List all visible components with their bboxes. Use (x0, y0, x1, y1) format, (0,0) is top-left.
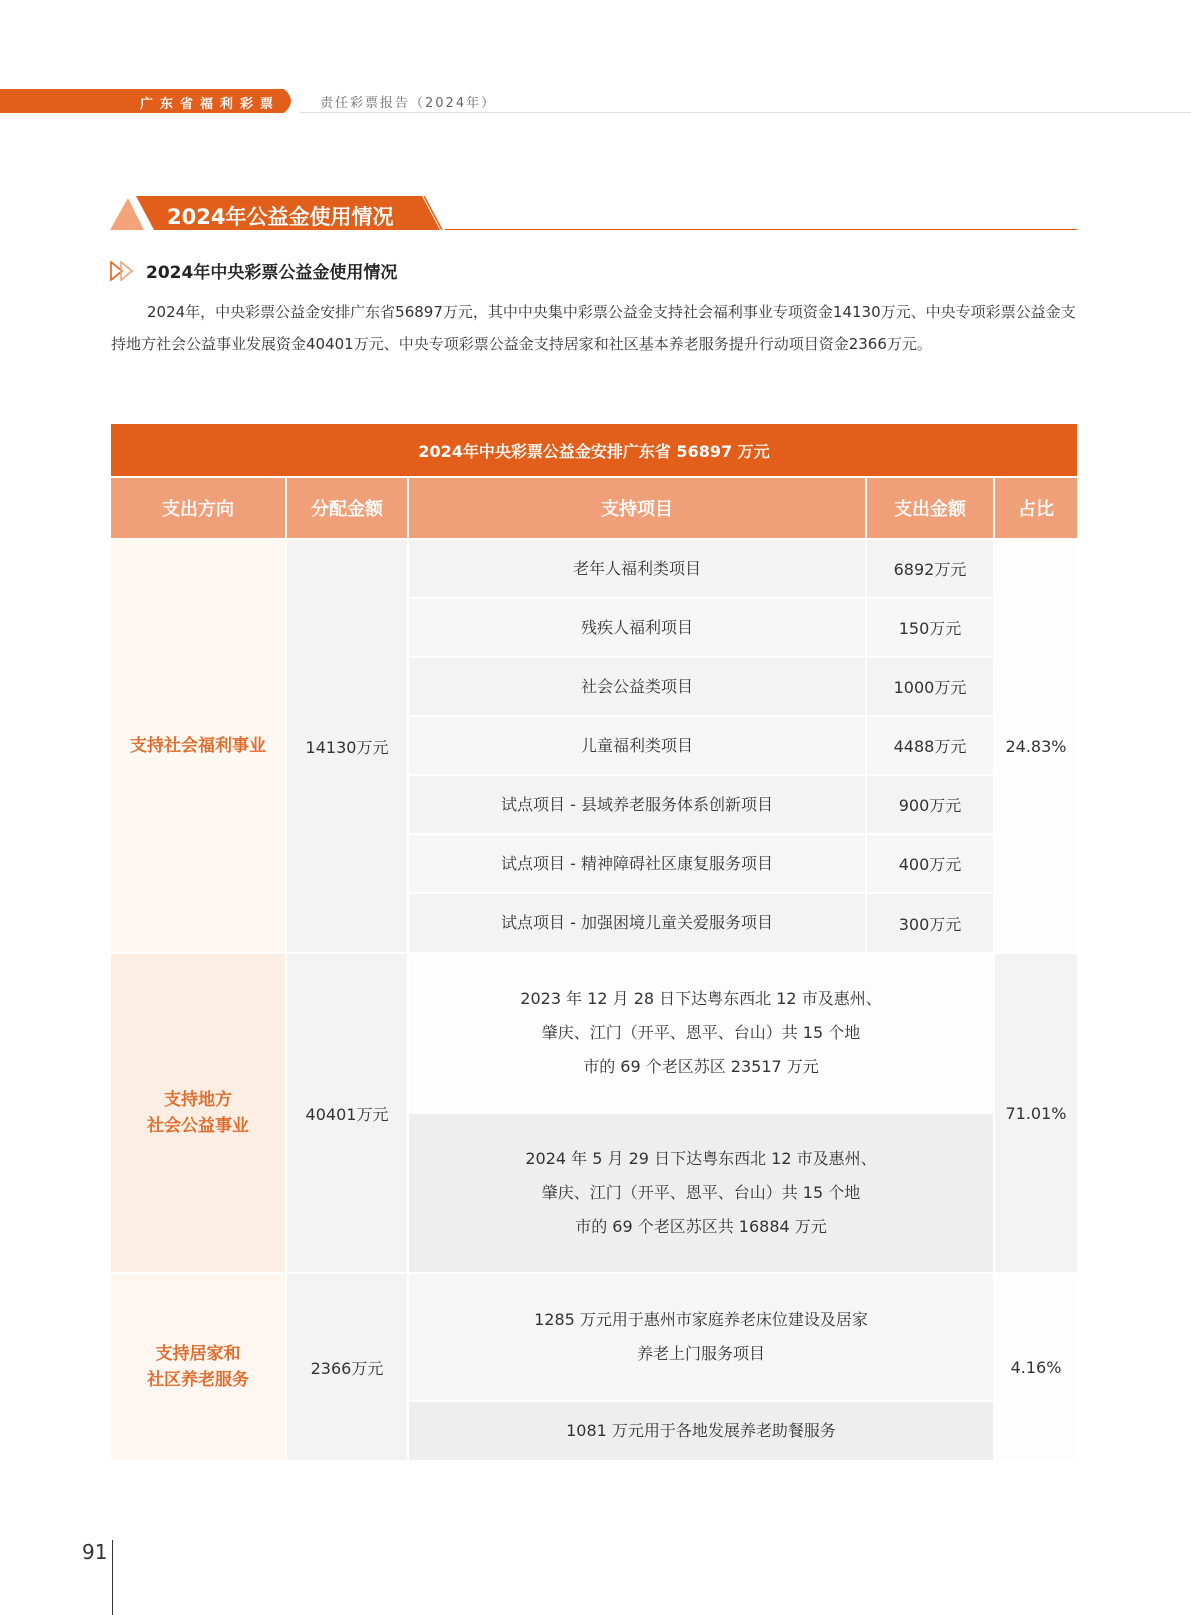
ratio-home-community-elderly: 4.16% (995, 1274, 1077, 1460)
direction-social-welfare: 支持社会福利事业 (111, 540, 285, 952)
project-line: 肇庆、江门（开平、恩平、台山）共 15 个地 (541, 1023, 861, 1042)
project-line: 市的 69 个老区苏区 23517 万元 (583, 1057, 819, 1076)
project-cell: 试点项目 - 县域养老服务体系创新项目 (409, 776, 865, 833)
project-line: 市的 69 个老区苏区共 16884 万元 (575, 1217, 827, 1236)
spend-cell: 1000万元 (867, 658, 993, 715)
page-number: 91 (82, 1540, 108, 1564)
subsection-title: 2024年中央彩票公益金使用情况 (146, 263, 398, 283)
direction-line: 社区养老服务 (147, 1370, 249, 1390)
header-project: 支持项目 (409, 478, 865, 538)
spend-cell: 300万元 (867, 894, 993, 952)
allocation-table (111, 424, 1077, 1460)
header-report-title: 责任彩票报告（2024年） (320, 96, 497, 111)
project-cell (409, 1114, 993, 1272)
project-cell: 试点项目 - 精神障碍社区康复服务项目 (409, 835, 865, 892)
project-cell: 1081 万元用于各地发展养老助餐服务 (409, 1402, 993, 1460)
direction-home-community-elderly (111, 1274, 285, 1460)
project-line: 1285 万元用于惠州市家庭养老床位建设及居家 (534, 1310, 868, 1329)
project-cell (409, 1274, 993, 1400)
header-spend: 支出金额 (867, 478, 993, 538)
project-line: 养老上门服务项目 (636, 1344, 765, 1363)
project-line: 2023 年 12 月 28 日下达粤东西北 12 市及惠州、 (520, 989, 882, 1008)
amount-local-public-welfare: 40401万元 (287, 954, 407, 1272)
amount-home-community-elderly: 2366万元 (287, 1274, 407, 1460)
direction-line: 支持地方 (164, 1090, 232, 1110)
amount-social-welfare: 14130万元 (287, 540, 407, 952)
spend-cell: 4488万元 (867, 717, 993, 774)
page-number-divider (112, 1540, 113, 1615)
double-chevron-right-icon (110, 261, 136, 281)
ratio-social-welfare: 24.83% (995, 540, 1077, 952)
direction-line: 支持居家和 (155, 1344, 241, 1364)
project-line: 肇庆、江门（开平、恩平、台山）共 15 个地 (541, 1183, 861, 1202)
project-cell (409, 954, 993, 1112)
project-cell: 儿童福利类项目 (409, 717, 865, 774)
header-divider (300, 112, 1191, 113)
table-title: 2024年中央彩票公益金安排广东省 56897 万元 (111, 424, 1077, 476)
project-cell: 残疾人福利项目 (409, 599, 865, 656)
spend-cell: 150万元 (867, 599, 993, 656)
direction-local-public-welfare (111, 954, 285, 1272)
section-title: 2024年公益金使用情况 (167, 205, 394, 229)
spend-cell: 6892万元 (867, 540, 993, 597)
direction-line: 社会公益事业 (147, 1116, 249, 1136)
project-line: 2024 年 5 月 29 日下达粤东西北 12 市及惠州、 (525, 1149, 877, 1168)
ratio-local-public-welfare: 71.01% (995, 954, 1077, 1272)
spend-cell: 400万元 (867, 835, 993, 892)
header-direction: 支出方向 (111, 478, 285, 538)
project-cell: 社会公益类项目 (409, 658, 865, 715)
header-ratio: 占比 (995, 478, 1077, 538)
body-paragraph: 2024年，中央彩票公益金安排广东省56897万元，其中中央集中彩票公益金支持社会福利事业专项资金14130万元、中央专项彩票公益金支持地方社会公益事业发展资金40401万元、中央专项彩票公益金支持居家和社区基本养老服务提升行动项目资金2366万元。 (111, 303, 1076, 353)
spend-cell: 900万元 (867, 776, 993, 833)
header-org-name: 广东省福利彩票 (140, 97, 281, 112)
section-underline (445, 229, 1077, 230)
header-allocated-amount: 分配金额 (287, 478, 407, 538)
project-cell: 试点项目 - 加强困境儿童关爱服务项目 (409, 894, 865, 952)
project-cell: 老年人福利类项目 (409, 540, 865, 597)
